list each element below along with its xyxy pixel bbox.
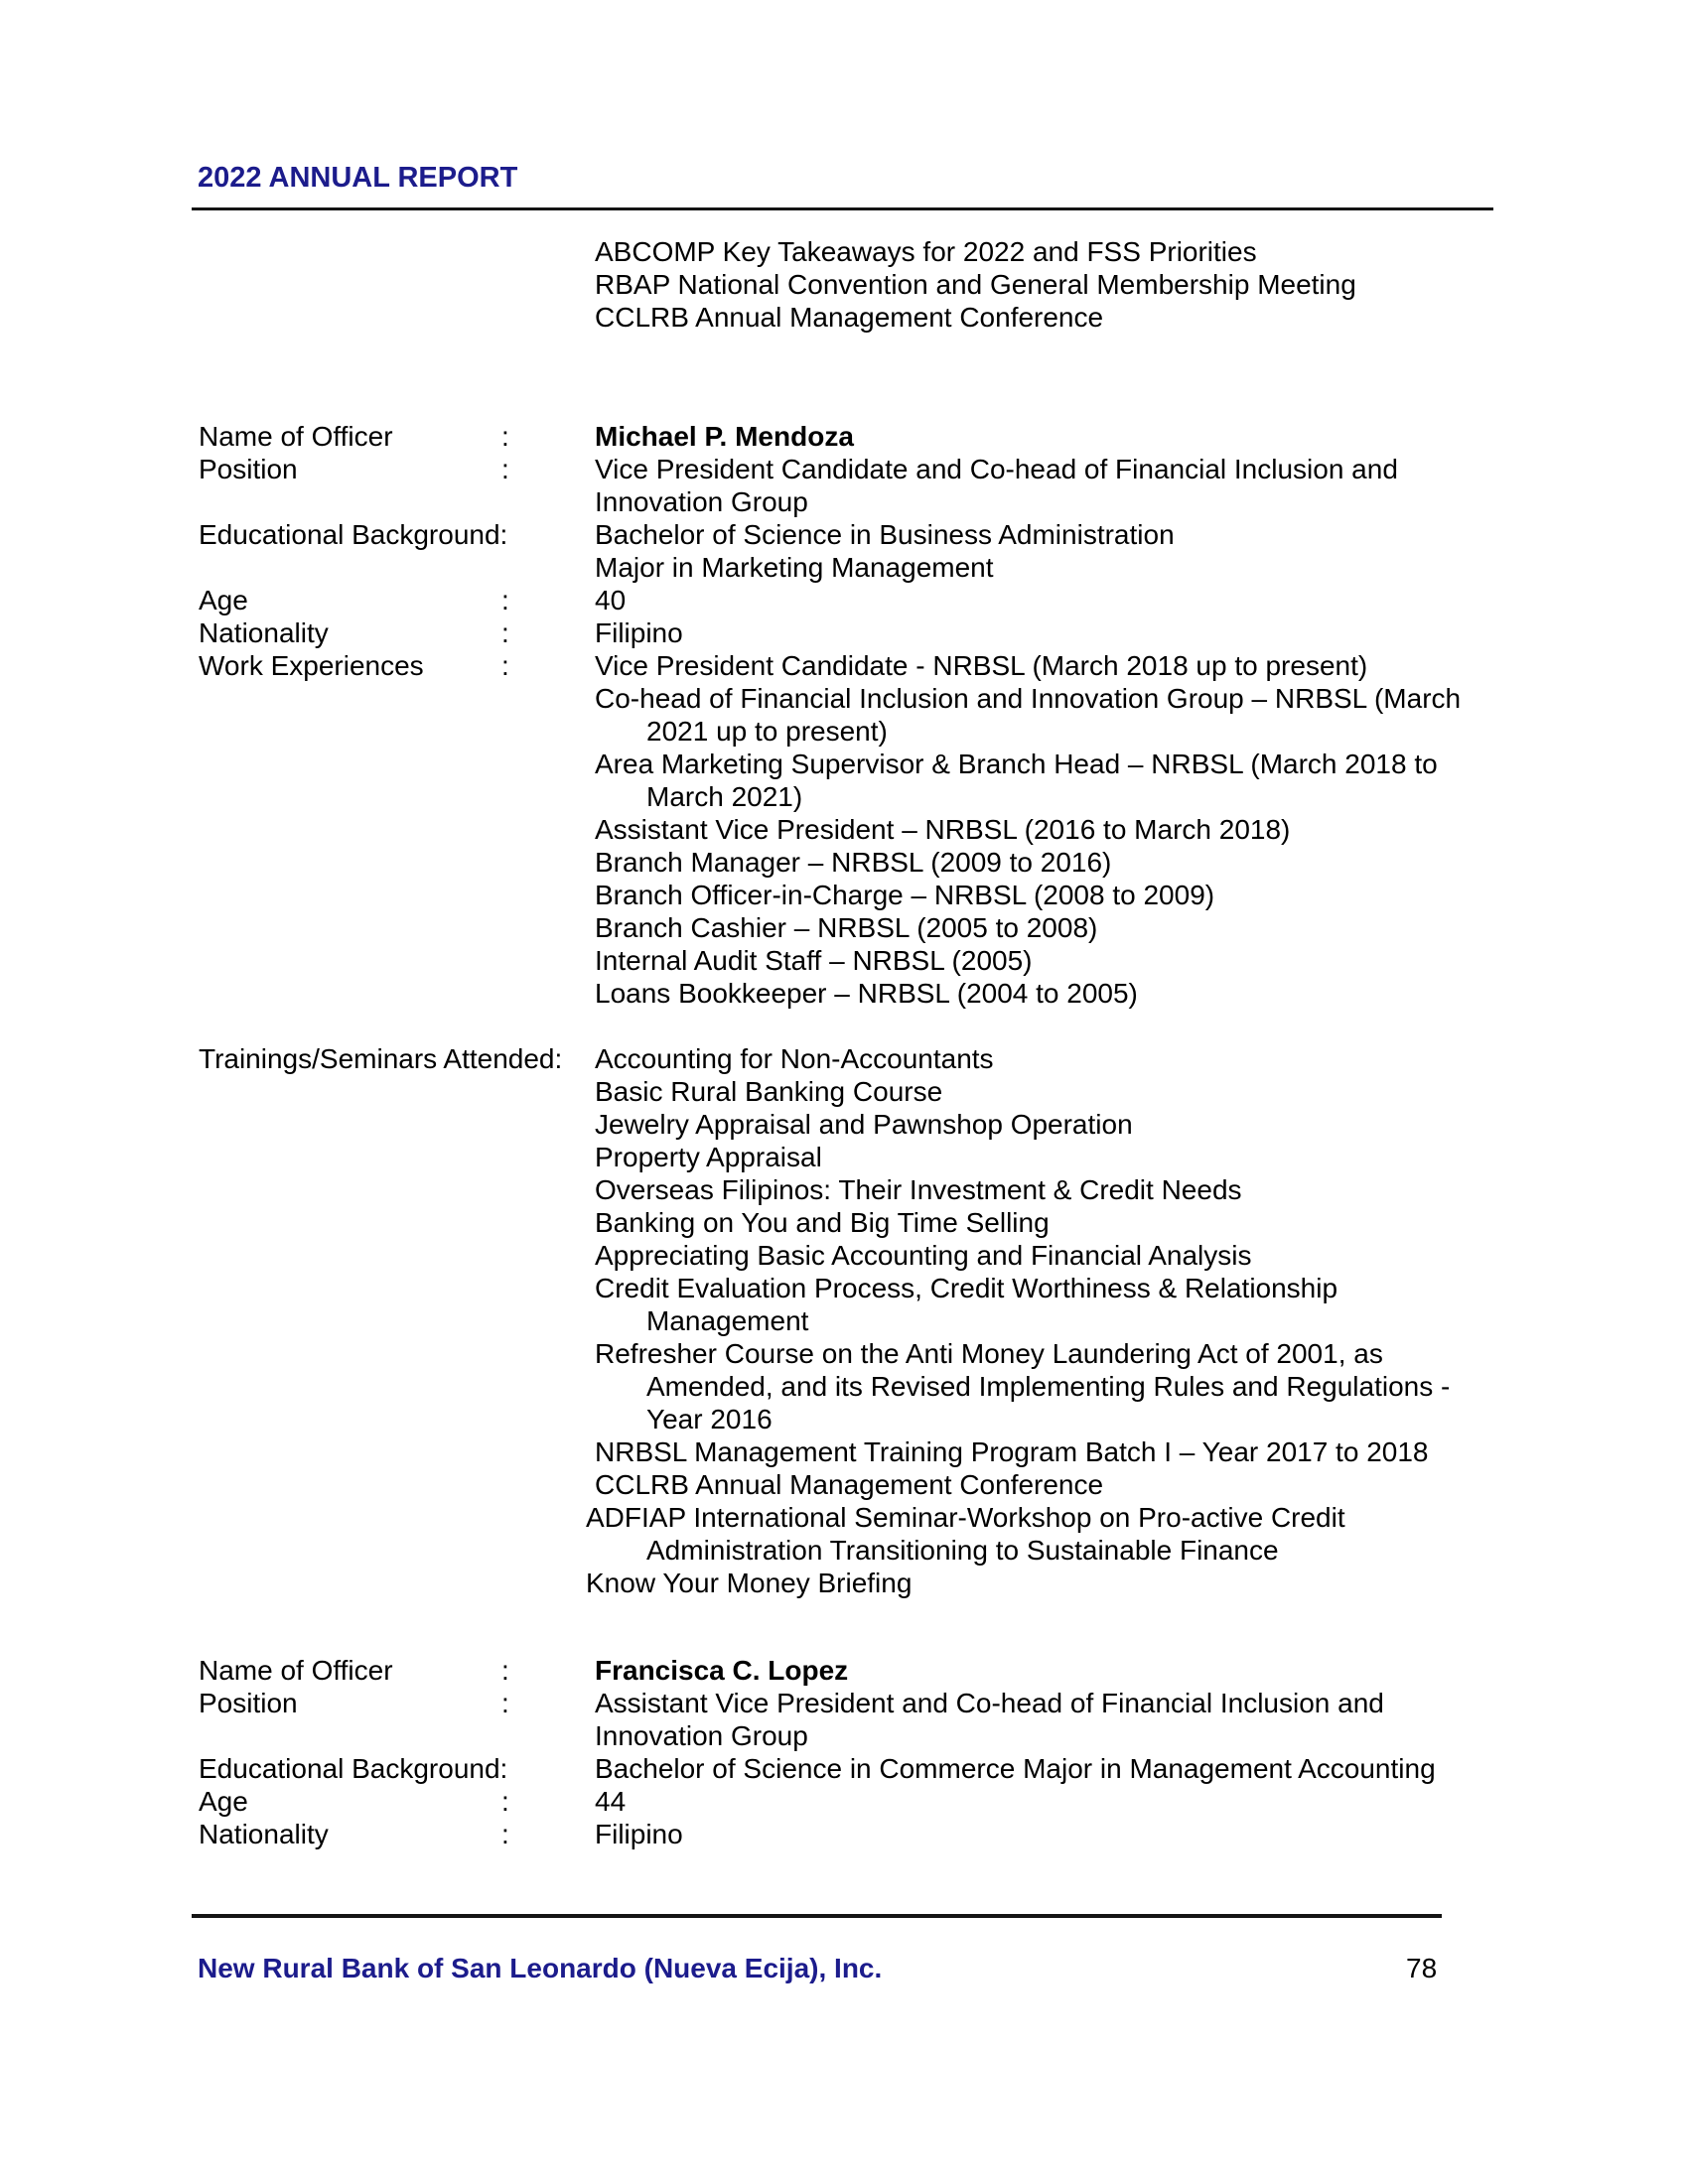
field-value-line: Assistant Vice President and Co-head of Financial Inclusion and	[595, 1688, 1384, 1718]
field-value-line: CCLRB Annual Management Conference	[595, 302, 1104, 333]
footer-bank-name: New Rural Bank of San Leonardo (Nueva Ecija), Inc.	[198, 1953, 883, 1983]
field-value-line: Management	[646, 1305, 809, 1336]
field-value	[595, 649, 1461, 1010]
field-value-line: Michael P. Mendoza	[595, 421, 854, 452]
field-value-line: 44	[595, 1786, 627, 1817]
field-value-line: Year 2016	[646, 1404, 773, 1434]
field-value-line: Loans Bookkeeper – NRBSL (2004 to 2005)	[595, 978, 1138, 1009]
field-colon: :	[501, 1786, 509, 1817]
field-value-line: Vice President Candidate - NRBSL (March 2018 up to present)	[595, 650, 1368, 681]
officer-profile-michael-mendoza	[199, 420, 1461, 1010]
field-label: Nationality	[199, 1819, 329, 1849]
field-value-line: Banking on You and Big Time Selling	[595, 1207, 1050, 1238]
field-value-line: Property Appraisal	[595, 1142, 822, 1172]
field-value-line: Branch Cashier – NRBSL (2005 to 2008)	[595, 912, 1098, 943]
field-value-line: 2021 up to present)	[646, 716, 888, 747]
field-colon: :	[501, 650, 509, 681]
field-value-line: Assistant Vice President – NRBSL (2016 to March 2018)	[595, 814, 1291, 845]
field-value-line: Jewelry Appraisal and Pawnshop Operation	[595, 1109, 1133, 1140]
field-value-line: Accounting for Non-Accountants	[595, 1043, 994, 1074]
field-colon: :	[501, 1819, 509, 1849]
field-label: Name of Officer	[199, 421, 393, 452]
officer-field-row	[199, 649, 1461, 1010]
officer-field-row	[199, 1818, 1436, 1850]
field-colon: :	[501, 421, 509, 452]
field-value-line: Refresher Course on the Anti Money Laundering Act of 2001, as	[595, 1338, 1383, 1369]
field-label: Age	[199, 585, 248, 615]
field-value-line: NRBSL Management Training Program Batch I – Year 2017 to 2018	[595, 1436, 1429, 1467]
field-label: Nationality	[199, 617, 329, 648]
field-label: Position	[199, 1688, 298, 1718]
field-value-line: Amended, and its Revised Implementing Rules and Regulations -	[646, 1371, 1451, 1402]
field-colon: :	[501, 454, 509, 484]
field-value-line: Bachelor of Science in Business Administration	[595, 519, 1175, 550]
field-value-line: Filipino	[595, 1819, 683, 1849]
field-value-line: ADFIAP International Seminar-Workshop on Pro-active Credit	[586, 1502, 1345, 1533]
field-label: Name of Officer	[199, 1655, 393, 1686]
officer-field-row	[199, 1687, 1436, 1752]
field-value-line: Innovation Group	[595, 486, 808, 517]
field-value	[595, 1785, 1436, 1818]
field-value	[595, 518, 1461, 584]
footer-rule	[192, 1914, 1442, 1918]
field-value-line: Co-head of Financial Inclusion and Innovation Group – NRBSL (March	[595, 683, 1462, 714]
field-value-line: Filipino	[595, 617, 683, 648]
field-label: Trainings/Seminars Attended:	[199, 1043, 563, 1074]
field-value	[595, 420, 1461, 453]
field-value-line: RBAP National Convention and General Membership Meeting	[595, 269, 1356, 300]
page-number: 78	[1406, 1953, 1438, 1983]
field-colon: :	[501, 617, 509, 648]
field-colon: :	[501, 585, 509, 615]
field-value-line: Credit Evaluation Process, Credit Worthiness & Relationship	[595, 1273, 1338, 1303]
officer-profile-francisca-lopez	[199, 1654, 1436, 1850]
field-value-line: Bachelor of Science in Commerce Major in Management Accounting	[595, 1753, 1436, 1784]
field-label: Position	[199, 454, 298, 484]
field-value	[595, 1752, 1436, 1785]
field-value	[595, 616, 1461, 649]
field-value	[595, 1687, 1436, 1752]
officer-trainings-section	[199, 1042, 1450, 1599]
officer-field-row	[199, 1654, 1436, 1687]
officer-field-row	[199, 1042, 1450, 1599]
field-value	[586, 1042, 1451, 1599]
field-value-line: Francisca C. Lopez	[595, 1655, 849, 1686]
field-colon: :	[501, 1688, 509, 1718]
field-value-line: Administration Transitioning to Sustainable Finance	[646, 1535, 1279, 1566]
field-value-line: 40	[595, 585, 627, 615]
officer-field-row	[199, 420, 1461, 453]
field-label: Work Experiences	[199, 650, 424, 681]
officer-field-row	[199, 518, 1461, 584]
field-label: Educational Background:	[199, 519, 508, 550]
field-label: Age	[199, 1786, 248, 1817]
field-value-line: Internal Audit Staff – NRBSL (2005)	[595, 945, 1033, 976]
field-value-line: Know Your Money Briefing	[586, 1568, 913, 1598]
field-value-line: Branch Manager – NRBSL (2009 to 2016)	[595, 847, 1112, 878]
field-value-line: ABCOMP Key Takeaways for 2022 and FSS Priorities	[595, 236, 1257, 267]
trainings-continuation-list	[595, 235, 1356, 334]
field-value-line: Branch Officer-in-Charge – NRBSL (2008 to 2009)	[595, 880, 1215, 910]
officer-field-row	[199, 1752, 1436, 1785]
page-title: 2022 ANNUAL REPORT	[198, 162, 518, 194]
field-value-line: Vice President Candidate and Co-head of Financial Inclusion and	[595, 454, 1398, 484]
field-value-line: Area Marketing Supervisor & Branch Head – NRBSL (March 2018 to	[595, 749, 1438, 779]
officer-field-row	[199, 616, 1461, 649]
officer-field-row	[199, 1785, 1436, 1818]
field-value-line: March 2021)	[646, 781, 803, 812]
header-rule	[192, 207, 1493, 210]
field-label: Educational Background:	[199, 1753, 508, 1784]
officer-field-row	[199, 584, 1461, 616]
field-value	[595, 1654, 1436, 1687]
field-value-line: Innovation Group	[595, 1720, 808, 1751]
field-value	[595, 1818, 1436, 1850]
field-value	[595, 453, 1461, 518]
field-value-line: Appreciating Basic Accounting and Financial Analysis	[595, 1240, 1252, 1271]
field-value-line: Overseas Filipinos: Their Investment & Credit Needs	[595, 1174, 1242, 1205]
field-colon: :	[501, 1655, 509, 1686]
field-value-line: Major in Marketing Management	[595, 552, 994, 583]
officer-field-row	[199, 453, 1461, 518]
field-value-line: Basic Rural Banking Course	[595, 1076, 943, 1107]
field-value-line: CCLRB Annual Management Conference	[595, 1469, 1104, 1500]
field-value	[595, 584, 1461, 616]
